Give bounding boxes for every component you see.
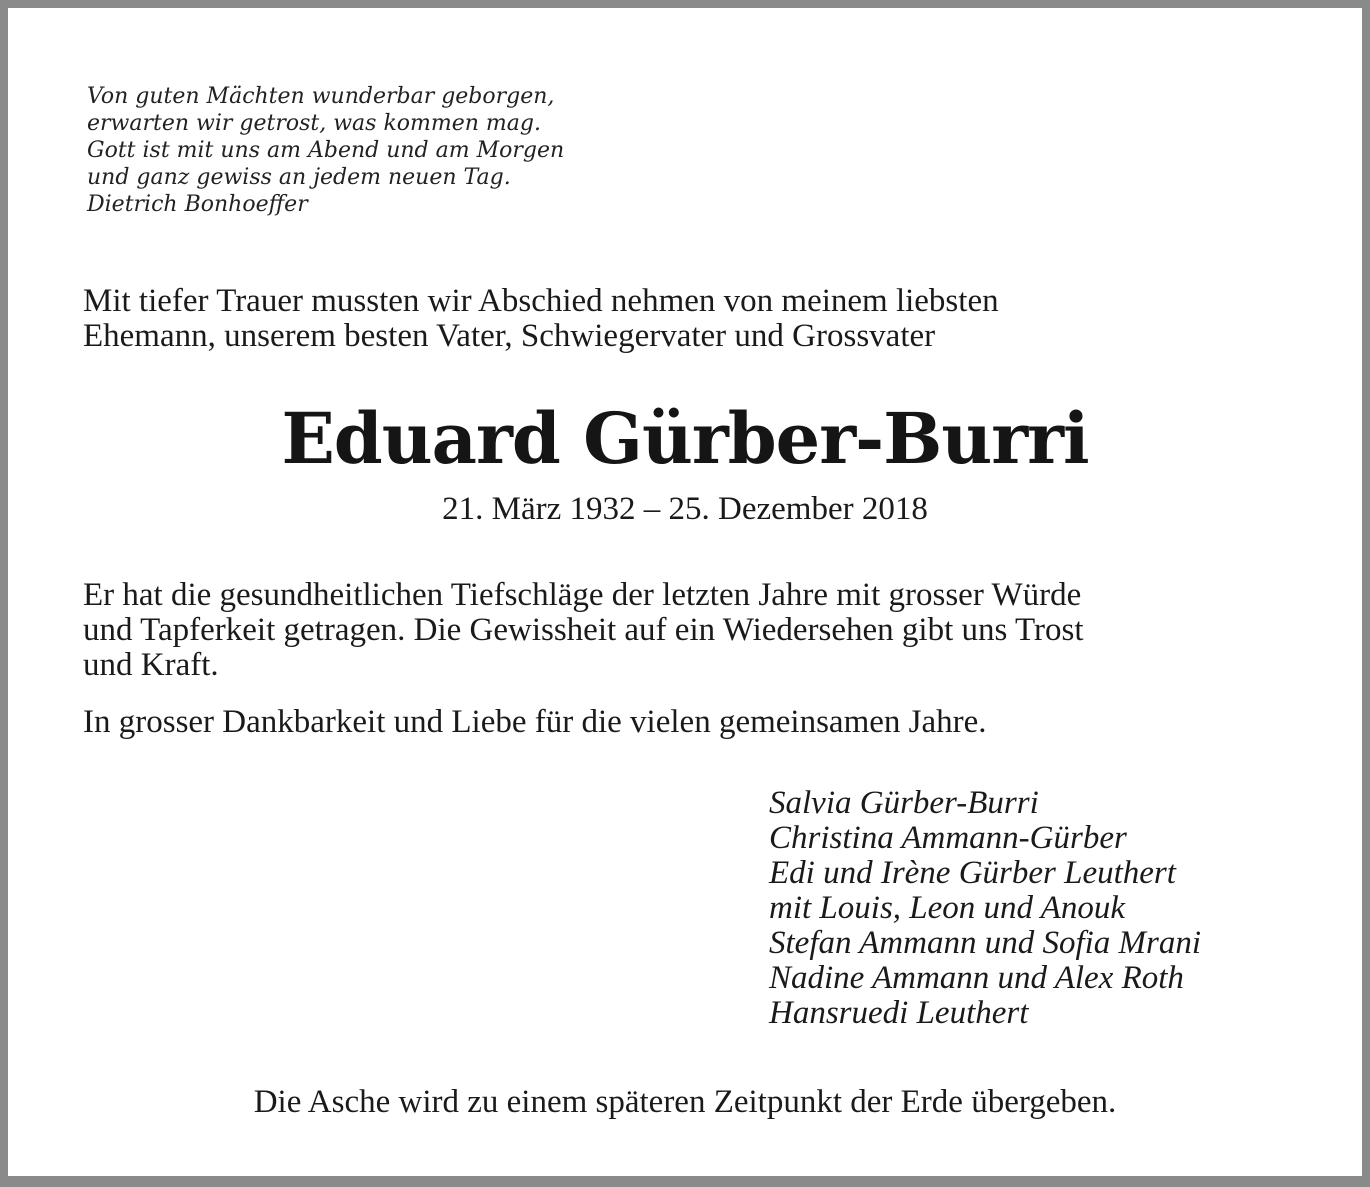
quote-author: Dietrich Bonhoeffer: [87, 192, 308, 217]
intro-line: Ehemann, unserem besten Vater, Schwiegervater und Grossvater: [83, 318, 936, 354]
intro-line: Mit tiefer Trauer mussten wir Abschied nehmen von meinem liebsten: [83, 283, 999, 319]
mourner-name: Christina Ammann-Gürber: [769, 820, 1127, 856]
intro-text: [83, 284, 999, 354]
life-dates: 21. März 1932 – 25. Dezember 2018: [442, 491, 928, 527]
tribute-paragraph: [83, 578, 1293, 683]
tribute-line: Er hat die gesundheitlichen Tiefschläge der letzten Jahre mit grosser Würde: [83, 577, 1082, 613]
quote-line: Gott ist mit uns am Abend und am Morgen: [87, 138, 565, 163]
tribute-line: und Kraft.: [83, 647, 219, 683]
mourner-name: Stefan Ammann und Sofia Mrani: [769, 925, 1202, 961]
mourner-name: mit Louis, Leon und Anouk: [769, 890, 1125, 926]
thanks-line: In grosser Dankbarkeit und Liebe für die vielen gemeinsamen Jahre.: [83, 704, 987, 740]
mourner-name: Edi und Irène Gürber Leuthert: [769, 855, 1176, 891]
quote-line: und ganz gewiss an jedem neuen Tag.: [87, 165, 511, 190]
deceased-name: Eduard Gürber-Burri: [281, 397, 1089, 480]
mourners-list: [769, 786, 1201, 1031]
mourner-name: Hansruedi Leuthert: [769, 995, 1029, 1031]
burial-note: Die Asche wird zu einem späteren Zeitpunkt der Erde übergeben.: [253, 1084, 1117, 1120]
mourner-name: Nadine Ammann und Alex Roth: [769, 960, 1184, 996]
bonhoeffer-quote: [87, 83, 564, 218]
quote-line: erwarten wir getrost, was kommen mag.: [87, 111, 541, 136]
quote-line: Von guten Mächten wunderbar geborgen,: [87, 84, 555, 109]
tribute-line: und Tapferkeit getragen. Die Gewissheit auf ein Wiedersehen gibt uns Trost: [83, 612, 1084, 648]
mourner-name: Salvia Gürber-Burri: [769, 785, 1039, 821]
